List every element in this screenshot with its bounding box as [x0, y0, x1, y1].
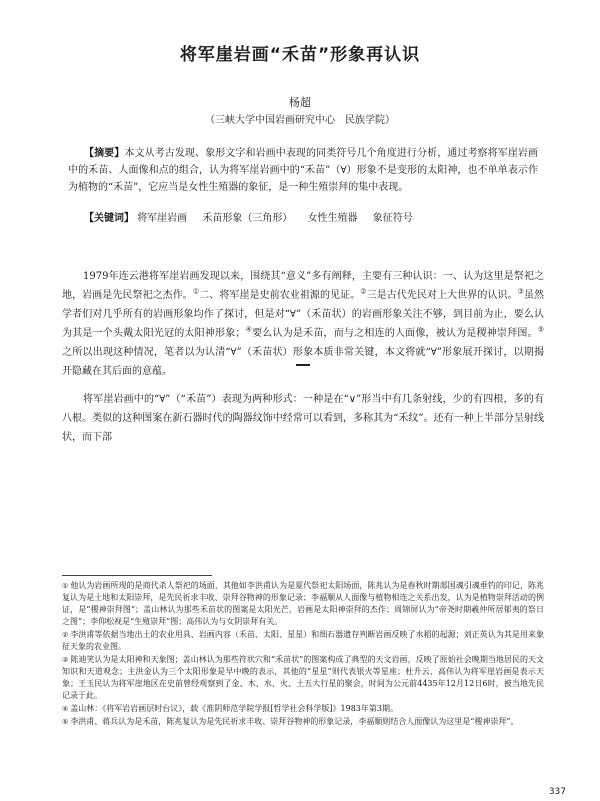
- footnote-mark: ①: [62, 582, 69, 590]
- footnote-ref: ③: [517, 287, 524, 296]
- footnote-text: 盖山林：《将军岩岩画层时台议》，载《淮阴师范学院学报[哲学社会科学版]》1983年第3期。: [70, 704, 398, 713]
- author-affiliation: （三峡大学中国岩画研究中心 民族学院）: [205, 115, 395, 126]
- footnote-mark: ④: [62, 705, 69, 713]
- keyword-item: 女性生殖器: [307, 213, 358, 224]
- footnote: [62, 629, 544, 653]
- footnote-text: 李洪甫等依据当地出土的农业用具、岩画内容（禾苗、太阳、星星）和细石器遗存判断岩画反映了水稻的起源；刘正英认为其是用来象征天象的农业图。: [62, 630, 544, 651]
- abstract: [68, 145, 538, 196]
- footnote-mark: ⑤: [62, 718, 69, 726]
- p1-text: 虽然学者们对几乎所有的岩画形象均作了探讨，但是对“∀”（禾苗状）的岩画形象关注不够，到目前为止，要么认为其是一个头戴太阳光冠的太阳神形象；: [62, 290, 545, 339]
- footnote-ref: ⑤: [537, 325, 545, 334]
- footnote-text: 陈迪笑认为是太阳神和天象图；盖山林认为那些符状穴和“禾苗状”的图案构成了典型的天文岩画，反映了原始社会晚期当地居民的天文知识和天道观念；主洪金认为三个太阳形象是早中晚的表示，其他的“星星”则代表银火等星座；杜升云、高伟认为将军崖岩画是表示天象；王玉民认为将军崖地区在史前曾经观察到了金、木、水、火、土五大行星的聚会，时间为公元前4435年12月12日6时，被当地先民记录于此。: [62, 655, 544, 700]
- keyword-item: 禾苗形象（三角形）: [202, 213, 293, 224]
- body-paragraph-2: 将军崖岩画中的“∀”（“禾苗”）表现为两种形式：一种是在“∨”形当中有几条射线，少的有四根，多的有八根。类似的这种图案在新石器时代的陶器纹饰中经常可以看到，多称其为“禾纹”。还有一种上半部分呈射线状，而下部: [62, 394, 544, 443]
- footnote: [62, 716, 544, 728]
- footnote-text: 他认为岩画所现的是商代杀人祭祀的场面，其他如李洪甫认为是夏代祭祀太阳场面，陈兆认为是春秋时期郯国魂引魂垂钓的印记，陈兆复认为是土地和太阳崇拜，是先民祈求丰收、崇拜谷物神的形象记录；李福顺从人面像与植物相连之关系出发，认为是植物崇拜活动的例证，是“稷神崇拜图”；盖山林认为那些禾苗状的图案是太阳光芒，岩画是太阳神崇拜的杰作；周锦屏认为“帝尧时期羲仲所居郁夷的祭日之图”；李仰松视是“生殖崇拜”图；高伟认为与女阴崇拜有关。: [62, 581, 544, 626]
- footnote: [62, 654, 544, 702]
- author-name: 杨超: [289, 96, 311, 109]
- footnote-text: 李洪甫、蒋兵认为是禾苗，陈兆复认为是先民祈求丰收、崇拜谷物神的形象记录，李福顺则结合人面像认为这里是“稷神崇拜”。: [70, 717, 519, 726]
- footnote-ref: ②: [360, 287, 367, 296]
- footnote-rule: [62, 575, 212, 576]
- keywords-label: 【关键词】: [84, 213, 134, 224]
- footnote-ref: ④: [245, 325, 253, 334]
- p1-text: 三是古代先民对上大世界的认识。: [366, 290, 518, 301]
- p1-text: 二、将军崖是史前农业祖源的见证。: [199, 290, 361, 301]
- footnote-mark: ③: [62, 656, 69, 664]
- keyword-item: 象征符号: [372, 213, 413, 224]
- section-divider: [296, 364, 310, 366]
- abstract-label: 【摘要】: [84, 148, 125, 159]
- p1-text: 要么认为是禾苗，而与之相连的人面像，被认为是稷神崇拜图。: [252, 328, 538, 339]
- keywords: [84, 211, 544, 226]
- abstract-text: 本文从考古发现、象形文字和岩画中表现的同类符号几个角度进行分析，通过考察将军崖岩画中的禾苗、人面像和点的组合，认为将军崖岩画中的“禾苗”（∀）形象不是变形的太阳神，也不单单表示作为植物的“禾苗”，它应当是女性生殖器的象征，是一种生殖崇拜的集中表现。: [68, 148, 539, 193]
- footnote: [62, 703, 544, 715]
- footnote-ref: ①: [192, 287, 200, 296]
- p1-text: 1979年连云港将军崖岩画发现以来，围绕其“意义”多有阐释，主要有三种认识：一、认为这里是祭祀之地，岩画是先民祭祀之杰作。: [62, 271, 544, 301]
- article-title: 将军崖岩画“禾苗”形象再认识: [179, 45, 421, 65]
- footnote-mark: ②: [62, 631, 69, 639]
- p1-text: 之所以出现这种情况，笔者以为认清“∀”（禾苗状）形象本质非常关键，本文将就“∀”形象展开探讨，以期揭开隐藏在其后面的意蕴。: [62, 347, 544, 377]
- page-number: 337: [548, 787, 566, 797]
- footnotes: [62, 580, 544, 729]
- footnote: [62, 580, 544, 628]
- keyword-item: 将军崖岩画: [137, 213, 188, 224]
